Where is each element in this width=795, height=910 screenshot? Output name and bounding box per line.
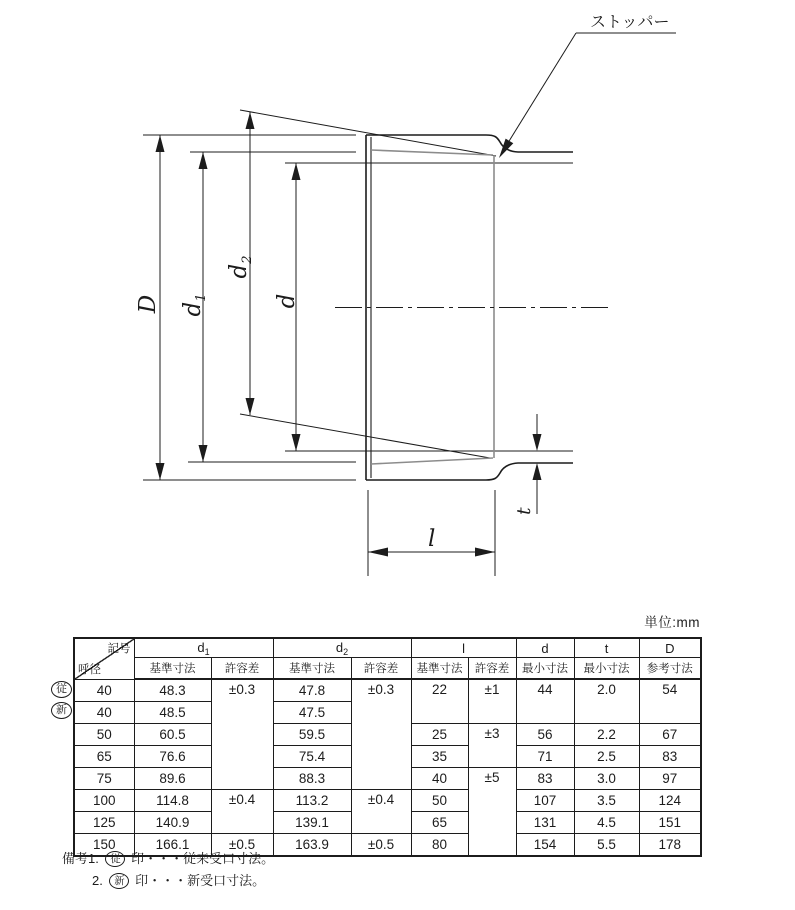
stopper-leader-line <box>506 33 676 146</box>
cell-d1-tol: ±0.5 <box>211 834 273 857</box>
cell-d: 44 <box>516 679 574 724</box>
remark-line-2 <box>62 870 274 892</box>
shin-circle-icon: 新 <box>109 873 129 889</box>
cell-d2: 113.2 <box>273 790 351 812</box>
subhead-d-min: 最小寸法 <box>516 658 574 680</box>
cell-d: 83 <box>516 768 574 790</box>
cell-t: 3.5 <box>574 790 639 812</box>
ju-circle-icon: 従 <box>105 851 125 867</box>
subhead-d2-tol: 許容差 <box>351 658 411 680</box>
remark1-text: 印・・・従来受口寸法。 <box>131 851 275 866</box>
taper-lines <box>240 110 496 458</box>
remark1-prefix: 備考1. <box>62 851 99 866</box>
cell-l: 25 <box>411 724 468 746</box>
dim-label-l: l <box>428 526 436 552</box>
corner-header-cell <box>74 638 134 679</box>
cell-size: 75 <box>74 768 134 790</box>
subhead-D-ref: 参考寸法 <box>639 658 701 680</box>
cell-d: 107 <box>516 790 574 812</box>
subhead-d1-basic: 基準寸法 <box>134 658 211 680</box>
cell-D: 67 <box>639 724 701 746</box>
unit-label: 単位:mm <box>644 615 700 630</box>
cell-D: 124 <box>639 790 701 812</box>
cell-d2: 47.5 <box>273 702 351 724</box>
header-d2: $d_2$ <box>273 638 411 658</box>
cell-D: 97 <box>639 768 701 790</box>
cell-d1: 114.8 <box>134 790 211 812</box>
dimension-table <box>73 637 702 857</box>
cell-d1: 140.9 <box>134 812 211 834</box>
cell-d1: 60.5 <box>134 724 211 746</box>
header-D: D <box>639 638 701 658</box>
dim-label-D: D <box>135 294 161 314</box>
cell-size: 150 <box>74 834 134 857</box>
cell-t: 5.5 <box>574 834 639 857</box>
cell-l: 40 <box>411 768 468 790</box>
cell-l: 65 <box>411 812 468 834</box>
dim-label-t: t <box>513 507 535 515</box>
remark2-prefix: 2. <box>92 873 103 888</box>
remarks <box>62 848 274 892</box>
cell-d1: 89.6 <box>134 768 211 790</box>
cell-t: 2.2 <box>574 724 639 746</box>
cell-d1: 48.3 <box>134 679 211 702</box>
table-row <box>74 679 701 702</box>
cell-l-tol: ±5 <box>468 768 516 857</box>
cell-d1-tol: ±0.3 <box>211 679 273 790</box>
cell-l: 50 <box>411 790 468 812</box>
cell-d2: 59.5 <box>273 724 351 746</box>
cell-t: 2.5 <box>574 746 639 768</box>
cell-d: 71 <box>516 746 574 768</box>
cell-size: 125 <box>74 812 134 834</box>
cell-D: 54 <box>639 679 701 724</box>
corner-diameter-label: 呼径 <box>78 663 101 676</box>
dim-label-d: d <box>274 293 300 309</box>
dimension-lines <box>160 112 537 576</box>
cell-size: 40 <box>74 679 134 702</box>
cell-t: 2.0 <box>574 679 639 724</box>
cell-D: 178 <box>639 834 701 857</box>
cell-size: 50 <box>74 724 134 746</box>
cell-d2: 47.8 <box>273 679 351 702</box>
stopper-label: ストッパー <box>590 14 670 31</box>
arrowheads <box>156 112 542 557</box>
row-mark-ju-circle: 従 <box>51 681 72 698</box>
cell-l: 35 <box>411 746 468 768</box>
cell-d2: 88.3 <box>273 768 351 790</box>
dim-label-d2: $d_2$ <box>226 255 255 279</box>
dim-label-d1: $d_1$ <box>180 293 209 317</box>
cell-t: 4.5 <box>574 812 639 834</box>
cell-l: 80 <box>411 834 468 857</box>
table-row <box>74 790 701 812</box>
cell-d2-tol: ±0.3 <box>351 679 411 790</box>
row-mark-shin-circle: 新 <box>51 702 72 719</box>
cell-d: 131 <box>516 812 574 834</box>
cell-D: 151 <box>639 812 701 834</box>
cell-l: 22 <box>411 679 468 724</box>
header-l: l <box>411 638 516 658</box>
cell-size: 100 <box>74 790 134 812</box>
cell-size: 40 <box>74 702 134 724</box>
cell-d: 56 <box>516 724 574 746</box>
cell-d1-tol: ±0.4 <box>211 790 273 834</box>
cell-d2: 139.1 <box>273 812 351 834</box>
cell-l-tol: ±1 <box>468 679 516 724</box>
remark2-text: 印・・・新受口寸法。 <box>135 873 266 888</box>
cell-l-tol: ±3 <box>468 724 516 768</box>
subhead-t-min: 最小寸法 <box>574 658 639 680</box>
header-d1: $d_1$ <box>134 638 273 658</box>
cell-d1: 166.1 <box>134 834 211 857</box>
subhead-l-tol: 許容差 <box>468 658 516 680</box>
subhead-l-basic: 基準寸法 <box>411 658 468 680</box>
remark-line-1 <box>62 848 274 870</box>
header-t: t <box>574 638 639 658</box>
cell-d2-tol: ±0.5 <box>351 834 411 857</box>
cell-d1: 48.5 <box>134 702 211 724</box>
cell-d: 154 <box>516 834 574 857</box>
corner-symbol-label: 記号 <box>107 643 131 655</box>
cell-d2-tol: ±0.4 <box>351 790 411 834</box>
cell-D: 83 <box>639 746 701 768</box>
cell-t: 3.0 <box>574 768 639 790</box>
cell-d2: 75.4 <box>273 746 351 768</box>
cell-d1: 76.6 <box>134 746 211 768</box>
subhead-d2-basic: 基準寸法 <box>273 658 351 680</box>
cell-size: 65 <box>74 746 134 768</box>
header-d: d <box>516 638 574 658</box>
cell-d2: 163.9 <box>273 834 351 857</box>
subhead-d1-tol: 許容差 <box>211 658 273 680</box>
